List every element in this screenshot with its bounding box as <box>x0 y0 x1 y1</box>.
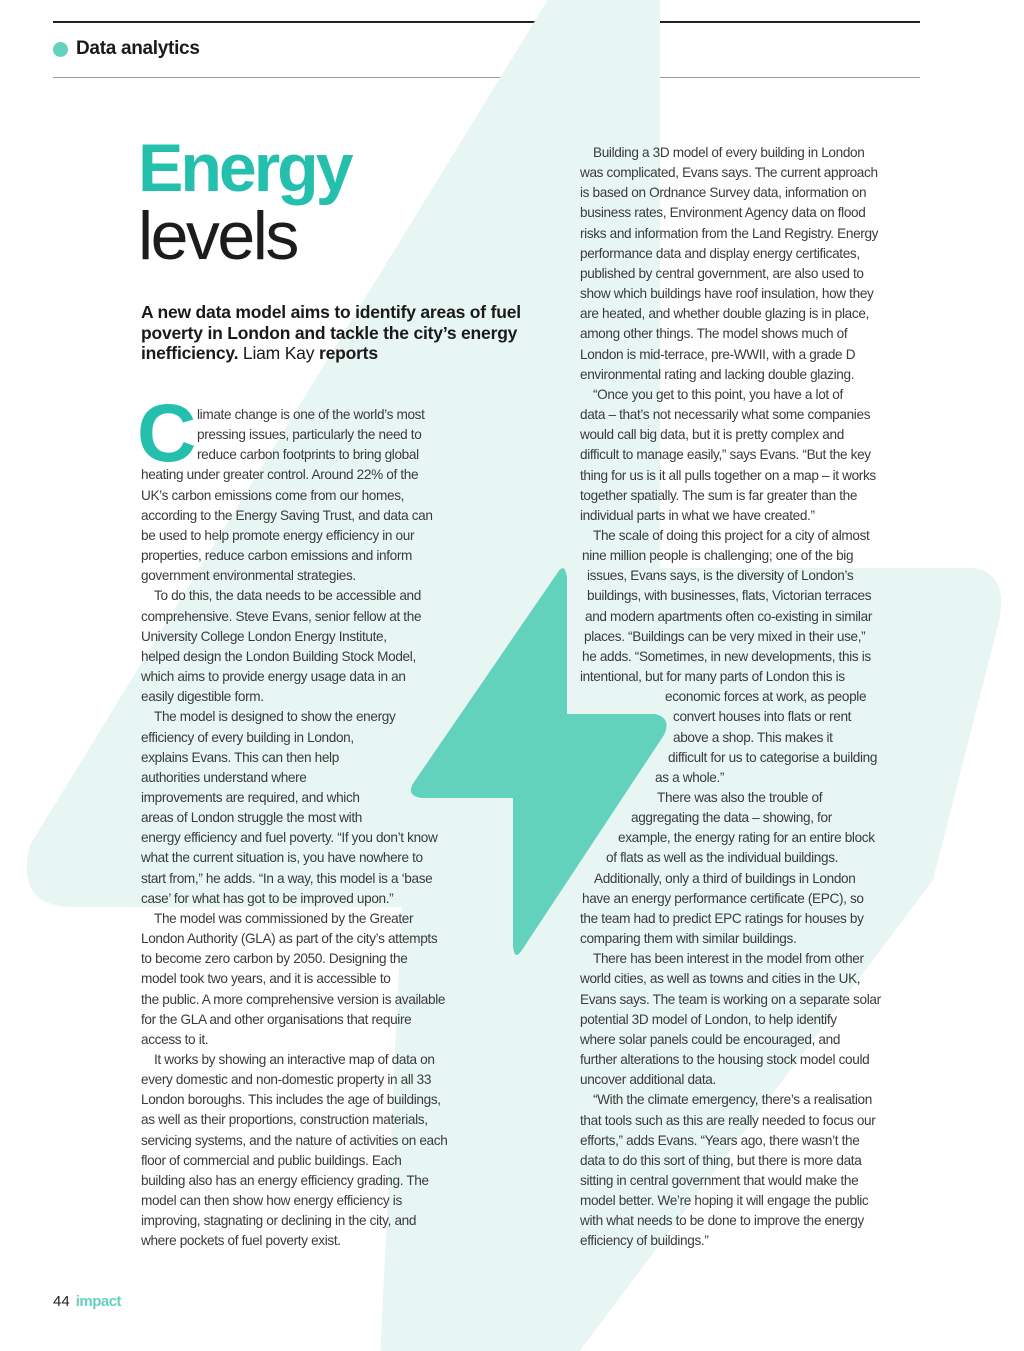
article-line: for the GLA and other organisations that require <box>141 1011 412 1027</box>
article-line: where solar panels could be encouraged, and <box>580 1031 841 1047</box>
article-line: would call big data, but it is pretty complex and <box>580 427 844 443</box>
article-line: above a shop. This makes it <box>673 729 833 745</box>
article-line: and modern apartments often co-existing in similar <box>585 608 872 624</box>
article-line: issues, Evans says, is the diversity of London’s <box>587 568 854 584</box>
article-line: environmental rating and lacking double glazing. <box>580 366 855 382</box>
article-line: where pockets of fuel poverty exist. <box>141 1233 341 1249</box>
article-line: University College London Energy Institute, <box>141 628 387 644</box>
article-line: according to the Energy Saving Trust, and data can <box>141 507 433 523</box>
page-number: 44 <box>53 1293 70 1310</box>
article-line: To do this, the data needs to be accessible and <box>154 588 421 604</box>
headline-line-2: levels <box>138 198 297 274</box>
article-line: floor of commercial and public buildings. Each <box>141 1152 402 1168</box>
article-line: places. “Buildings can be very mixed in their use,” <box>584 628 866 644</box>
article-line: model can then show how energy efficiency is <box>141 1193 402 1209</box>
article-line: thing for us is it all pulls together on a map – it works <box>580 467 876 483</box>
article-line: as well as their proportions, construction materials, <box>141 1112 428 1128</box>
article-line: building also has an energy efficiency grading. The <box>141 1172 429 1188</box>
article-line: among other things. The model shows much of <box>580 326 848 342</box>
article-line: was complicated, Evans says. The current approach <box>580 165 878 181</box>
article-line: the public. A more comprehensive version is available <box>141 991 446 1007</box>
article-line: data – that’s not necessarily what some companies <box>580 407 871 423</box>
article-line: he adds. “Sometimes, in new developments, this is <box>582 648 871 664</box>
article-line: The model was commissioned by the Greater <box>154 910 414 926</box>
article-line: reduce carbon footprints to bring global <box>197 447 419 463</box>
article-line: risks and information from the Land Registry. Energy <box>580 225 879 241</box>
article-line: efficiency of buildings.” <box>580 1233 709 1249</box>
article-line: There was also the trouble of <box>657 790 823 805</box>
article-line: together spatially. The sum is far greater than the <box>580 487 858 503</box>
article-line: efforts,” adds Evans. “Years ago, there wasn’t the <box>580 1132 860 1148</box>
article-line: energy efficiency and fuel poverty. “If you don’t know <box>141 830 438 846</box>
article-line: potential 3D model of London, to help identify <box>580 1011 837 1027</box>
article-line: which aims to provide energy usage data in an <box>141 669 406 685</box>
article-line: example, the energy rating for an entire block <box>618 830 875 846</box>
article-line: that tools such as this are really needed to focus our <box>580 1112 876 1128</box>
article-line: Evans says. The team is working on a separate solar <box>580 991 881 1007</box>
article-line: every domestic and non-domestic property in all 33 <box>141 1072 432 1088</box>
drop-cap: C <box>137 388 197 479</box>
article-line: of flats as well as the individual buildings. <box>606 850 839 866</box>
article-line: improvements are required, and which <box>141 789 360 805</box>
section-title: Data analytics <box>76 38 200 59</box>
article-line: performance data and display energy certificates, <box>580 245 860 261</box>
article-line: government environmental strategies. <box>141 568 356 584</box>
magazine-logo: impact <box>75 1293 122 1310</box>
article-line: It works by showing an interactive map of data on <box>154 1052 435 1067</box>
article-line: London is mid-terrace, pre-WWII, with a grade D <box>580 346 856 362</box>
article-line: as a whole.” <box>655 769 725 785</box>
article-line: limate change is one of the world’s most <box>197 407 425 422</box>
article-line: to become zero carbon by 2050. Designing the <box>141 951 408 967</box>
article-line: difficult for us to categorise a building <box>668 749 878 765</box>
article-line: what the current situation is, you have nowhere to <box>141 850 423 866</box>
section-dot-icon <box>53 42 68 57</box>
article-line: difficult to manage easily,” says Evans. “But the key <box>580 447 871 463</box>
article-line: authorities understand where <box>141 769 307 785</box>
article-line: intentional, but for many parts of London this is <box>580 669 845 685</box>
article-line: London Authority (GLA) as part of the city’s attempts <box>141 931 438 947</box>
article-line: have an energy performance certificate (EPC), so <box>582 890 864 906</box>
article-line: published by central government, are also used to <box>580 265 864 281</box>
article-line: start from,” he adds. “In a way, this model is a ‘base <box>141 870 433 886</box>
article-line: Building a 3D model of every building in London <box>593 145 865 160</box>
article-line: are heated, and whether double glazing is in place, <box>580 306 869 322</box>
article-line: easily digestible form. <box>141 689 264 705</box>
article-line: improving, stagnating or declining in the city, and <box>141 1213 417 1229</box>
reports-label: reports <box>318 343 378 363</box>
article-line: properties, reduce carbon emissions and inform <box>141 548 413 564</box>
article-line: economic forces at work, as people <box>665 689 867 705</box>
article-line: case’ for what has got to be improved upon.” <box>141 890 394 906</box>
article-column-left <box>141 405 447 1252</box>
article-line: data to do this sort of thing, but there is more data <box>580 1152 862 1168</box>
article-line: world cities, as well as towns and cities in the UK, <box>580 971 861 987</box>
article-line: efficiency of every building in London, <box>141 729 354 745</box>
article-line: London boroughs. This includes the age of buildings, <box>141 1092 441 1108</box>
section-label <box>53 38 200 60</box>
article-line: areas of London struggle the most with <box>141 810 362 826</box>
article-line: with what needs to be done to improve the energy <box>580 1213 864 1229</box>
article-line: show which buildings have roof insulation, how they <box>580 286 874 302</box>
article-line: servicing systems, and the nature of activities on each <box>141 1132 448 1148</box>
article-line: pressing issues, particularly the need to <box>197 427 422 443</box>
article-line: helped design the London Building Stock Model, <box>141 648 416 664</box>
article-line: “With the climate emergency, there’s a realisation <box>593 1092 872 1108</box>
article-line: individual parts in what we have created.” <box>580 507 815 523</box>
article-line: explains Evans. This can then help <box>141 749 339 765</box>
article-line: access to it. <box>141 1031 209 1047</box>
article-line: comparing them with similar buildings. <box>580 931 797 947</box>
article-line: is based on Ordnance Survey data, information on <box>580 185 867 201</box>
headline-line-1: Energy <box>138 130 351 206</box>
article-line: There has been interest in the model from other <box>593 951 864 967</box>
article-line: The scale of doing this project for a city of almost <box>593 527 870 543</box>
standfirst-text: A new data model aims to identify areas of fuel poverty in London and tackle the city’s energy inefficiency. <box>141 302 521 363</box>
article-line: aggregating the data – showing, for <box>631 810 832 826</box>
article-line: heating under greater control. Around 22% of the <box>141 467 419 483</box>
article-line: The model is designed to show the energy <box>154 709 396 725</box>
article-line: sitting in central government that would make the <box>580 1172 859 1188</box>
article-line: business rates, Environment Agency data on flood <box>580 205 866 221</box>
article-line: further alterations to the housing stock model could <box>580 1052 870 1068</box>
article-line: Additionally, only a third of buildings in London <box>594 870 856 886</box>
article-line: be used to help promote energy efficiency in our <box>141 527 415 543</box>
article-line: “Once you get to this point, you have a lot of <box>593 386 843 402</box>
article-line: nine million people is challenging; one of the big <box>582 548 854 564</box>
article-column-right <box>580 143 881 1252</box>
article-line: convert houses into flats or rent <box>673 709 852 725</box>
article-line: comprehensive. Steve Evans, senior fellow at the <box>141 608 422 624</box>
article-line: UK’s carbon emissions come from our homes, <box>141 487 405 503</box>
article-line: model better. We’re hoping it will engage the public <box>580 1193 869 1209</box>
article-line: model took two years, and it is accessible to <box>141 971 391 987</box>
standfirst <box>141 302 521 364</box>
article-line: buildings, with businesses, flats, Victorian terraces <box>587 588 872 604</box>
page-footer <box>53 1293 121 1310</box>
article-line: uncover additional data. <box>580 1072 716 1088</box>
author-name: Liam Kay <box>242 343 315 363</box>
article-line: the team had to predict EPC ratings for houses by <box>580 910 864 926</box>
